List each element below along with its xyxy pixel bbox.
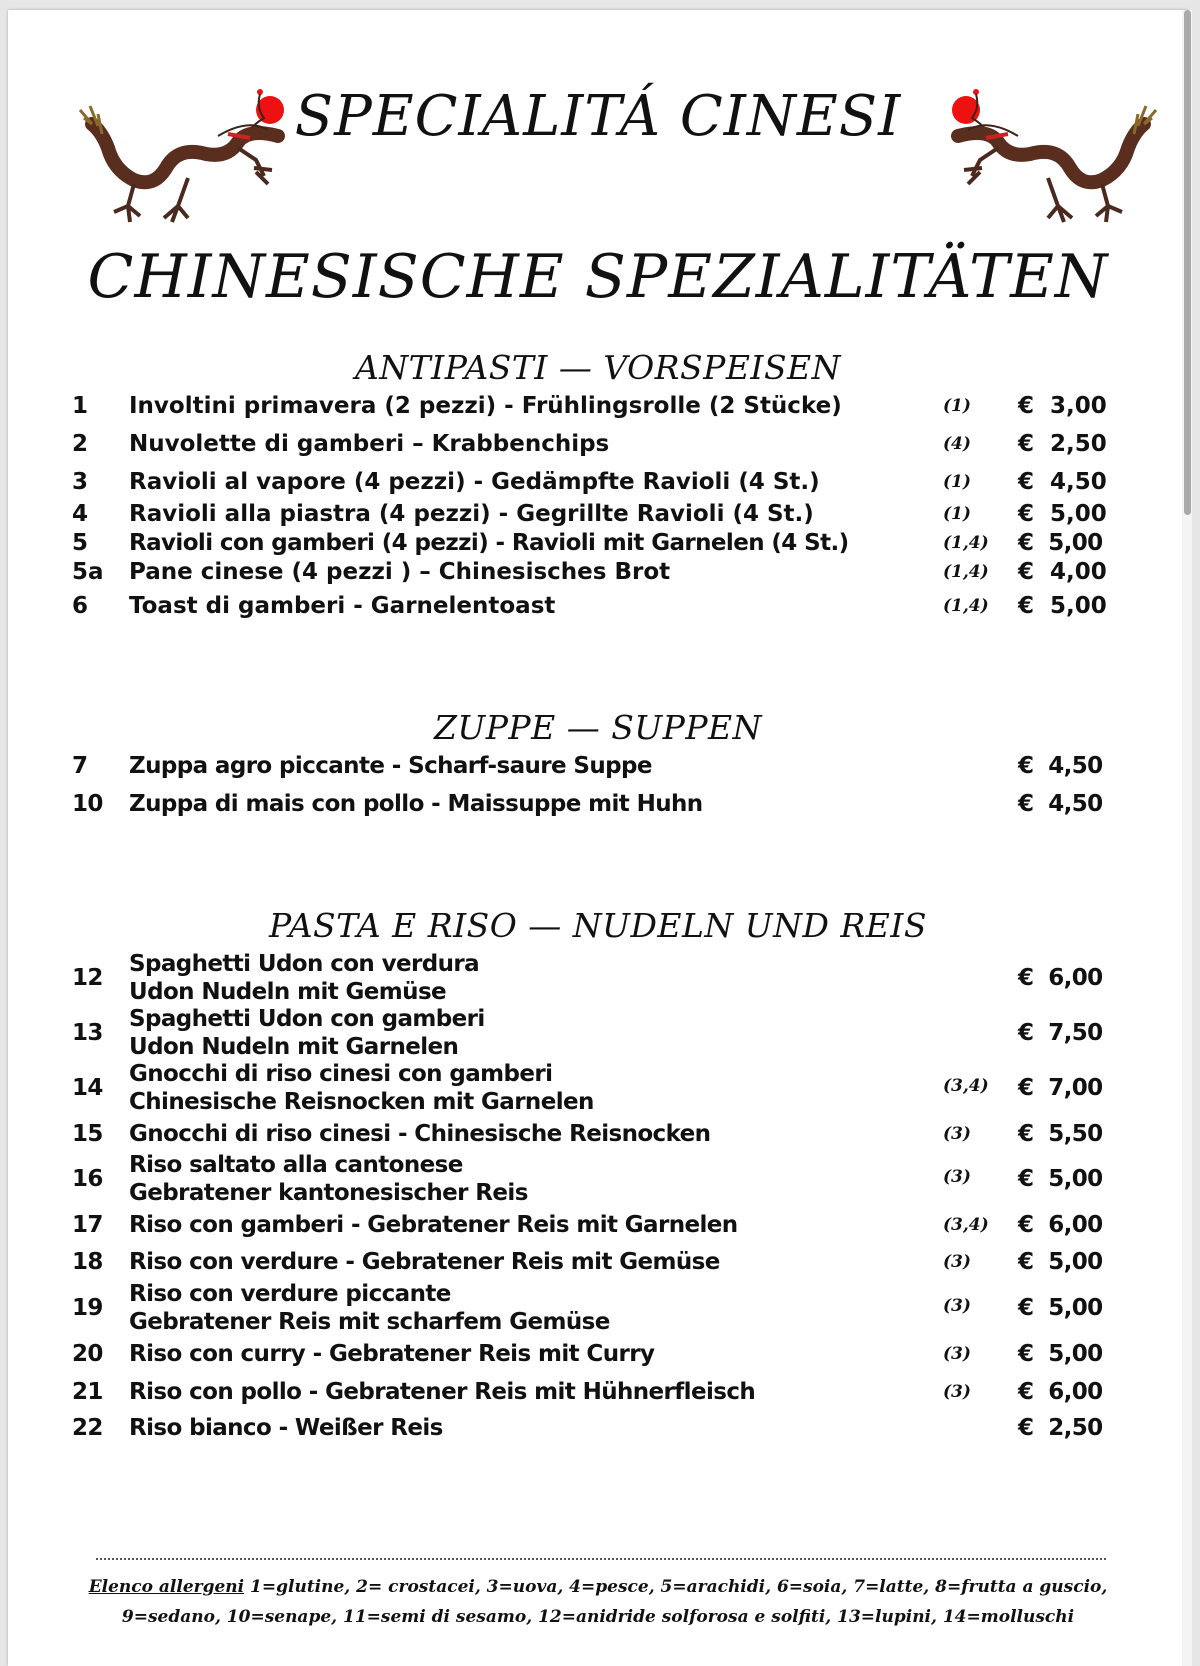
item-price: € 7,50 [1018, 1020, 1103, 1046]
item-price: € 4,50 [1018, 753, 1103, 779]
item-name: Ravioli alla piastra (4 pezzi) - Gegrillte Ravioli (4 St.) [129, 501, 814, 527]
item-number: 3 [72, 469, 89, 495]
item-name: Toast di gamberi - Garnelentoast [129, 593, 556, 619]
allergen-legend-line2: 9=sedano, 10=senape, 11=semi di sesamo, 12=anidride solforosa e solfiti, 13=lupini, 14=molluschi [121, 1607, 1075, 1627]
item-number: 20 [72, 1341, 103, 1367]
item-name: Riso con curry - Gebratener Reis mit Curry [129, 1341, 655, 1367]
item-name: Gnocchi di riso cinesi - Chinesische Reisnocken [129, 1121, 711, 1147]
item-name: Riso con verdure - Gebratener Reis mit Gemüse [129, 1249, 720, 1275]
item-name [129, 1060, 594, 1116]
item-allergens: (3) [943, 1167, 971, 1187]
allergen-legend-line1: 1=glutine, 2= crostacei, 3=uova, 4=pesce, 5=arachidi, 6=soia, 7=latte, 8=frutta a guscio, [244, 1577, 1108, 1597]
item-number: 12 [72, 965, 103, 991]
item-price: € 6,00 [1018, 965, 1103, 991]
item-number: 15 [72, 1121, 103, 1147]
item-allergens: (1,4) [943, 533, 989, 553]
item-number: 22 [72, 1415, 103, 1441]
item-name-de: Udon Nudeln mit Garnelen [129, 1034, 459, 1060]
item-price: € 5,00 [1018, 1295, 1103, 1321]
item-allergens: (1) [943, 472, 971, 492]
item-allergens: (4) [943, 434, 971, 454]
item-number: 18 [72, 1249, 103, 1275]
item-name-it: Riso saltato alla cantonese [129, 1152, 463, 1178]
item-price: € 5,00 [1018, 593, 1107, 619]
vertical-scrollbar[interactable] [1182, 10, 1192, 1666]
item-allergens: (3) [943, 1344, 971, 1364]
item-number: 13 [72, 1020, 103, 1046]
item-name: Ravioli al vapore (4 pezzi) - Gedämpfte Ravioli (4 St.) [129, 469, 820, 495]
item-price: € 5,50 [1018, 1121, 1103, 1147]
item-number: 4 [72, 501, 89, 527]
item-allergens: (3) [943, 1252, 971, 1272]
item-allergens: (3) [943, 1296, 971, 1316]
section-heading-antipasti: ANTIPASTI — VORSPEISEN [354, 348, 842, 387]
section-heading-zuppe: ZUPPE — SUPPEN [433, 708, 762, 747]
item-name [129, 1280, 610, 1336]
item-price: € 5,00 [1018, 530, 1103, 556]
page-title-italian: SPECIALITÁ CINESI [294, 84, 902, 149]
item-allergens: (1,4) [943, 562, 989, 582]
item-allergens: (1) [943, 504, 971, 524]
item-number: 2 [72, 431, 89, 457]
item-price: € 2,50 [1018, 1415, 1103, 1441]
item-allergens: (3) [943, 1382, 971, 1402]
item-name: Ravioli con gamberi (4 pezzi) - Ravioli mit Garnelen (4 St.) [129, 530, 849, 556]
item-allergens: (3,4) [943, 1076, 989, 1096]
item-number: 1 [72, 393, 89, 419]
item-price: € 4,00 [1018, 559, 1107, 585]
item-number: 21 [72, 1379, 103, 1405]
item-price: € 4,50 [1018, 469, 1107, 495]
item-number: 19 [72, 1295, 103, 1321]
item-name-de: Udon Nudeln mit Gemüse [129, 979, 447, 1005]
item-number: 10 [72, 791, 103, 817]
item-price: € 3,00 [1018, 393, 1107, 419]
item-name-it: Spaghetti Udon con verdura [129, 951, 480, 977]
item-name-it: Spaghetti Udon con gamberi [129, 1006, 485, 1032]
item-allergens: (3) [943, 1124, 971, 1144]
item-price: € 5,00 [1018, 1249, 1103, 1275]
divider [96, 1558, 1106, 1560]
item-allergens: (3,4) [943, 1215, 989, 1235]
item-number: 5 [72, 530, 88, 556]
page-title-german: CHINESISCHE SPEZIALITÄTEN [87, 242, 1109, 312]
item-price: € 7,00 [1018, 1075, 1103, 1101]
item-name [129, 950, 479, 1006]
item-name-de: Gebratener Reis mit scharfem Gemüse [129, 1309, 610, 1335]
item-price: € 4,50 [1018, 791, 1103, 817]
section-heading-pasta-riso: PASTA E RISO — NUDELN UND REIS [269, 906, 927, 945]
item-allergens: (1) [943, 396, 971, 416]
item-number: 6 [72, 593, 89, 619]
item-name-de: Chinesische Reisnocken mit Garnelen [129, 1089, 594, 1115]
item-price: € 5,00 [1018, 1166, 1103, 1192]
item-name-it: Gnocchi di riso cinesi con gamberi [129, 1061, 553, 1087]
item-number: 14 [72, 1075, 103, 1101]
item-name: Nuvolette di gamberi – Krabbenchips [129, 431, 610, 457]
item-name: Pane cinese (4 pezzi ) – Chinesisches Brot [129, 559, 671, 585]
menu-page [8, 10, 1188, 1666]
item-name: Zuppa agro piccante - Scharf-saure Suppe [129, 753, 652, 779]
item-name: Riso con pollo - Gebratener Reis mit Hühnerfleisch [129, 1379, 756, 1405]
item-name: Riso con gamberi - Gebratener Reis mit Garnelen [129, 1212, 738, 1238]
item-allergens: (1,4) [943, 596, 989, 616]
item-number: 7 [72, 753, 88, 779]
item-name [129, 1005, 485, 1061]
item-price: € 2,50 [1018, 431, 1107, 457]
item-name-it: Riso con verdure piccante [129, 1281, 451, 1307]
scrollbar-thumb[interactable] [1184, 10, 1191, 515]
item-price: € 6,00 [1018, 1379, 1103, 1405]
item-number: 16 [72, 1166, 103, 1192]
item-name: Involtini primavera (2 pezzi) - Frühlingsrolle (2 Stücke) [129, 393, 842, 419]
item-price: € 5,00 [1018, 501, 1107, 527]
item-name [129, 1151, 528, 1207]
allergen-legend [8, 1572, 1188, 1602]
item-price: € 6,00 [1018, 1212, 1103, 1238]
item-name: Zuppa di mais con pollo - Maissuppe mit Huhn [129, 791, 703, 817]
item-number: 5a [72, 559, 104, 585]
item-name: Riso bianco - Weißer Reis [129, 1415, 443, 1441]
item-number: 17 [72, 1212, 103, 1238]
item-name-de: Gebratener kantonesischer Reis [129, 1180, 528, 1206]
item-price: € 5,00 [1018, 1341, 1103, 1367]
allergen-legend-label: Elenco allergeni [88, 1577, 245, 1597]
